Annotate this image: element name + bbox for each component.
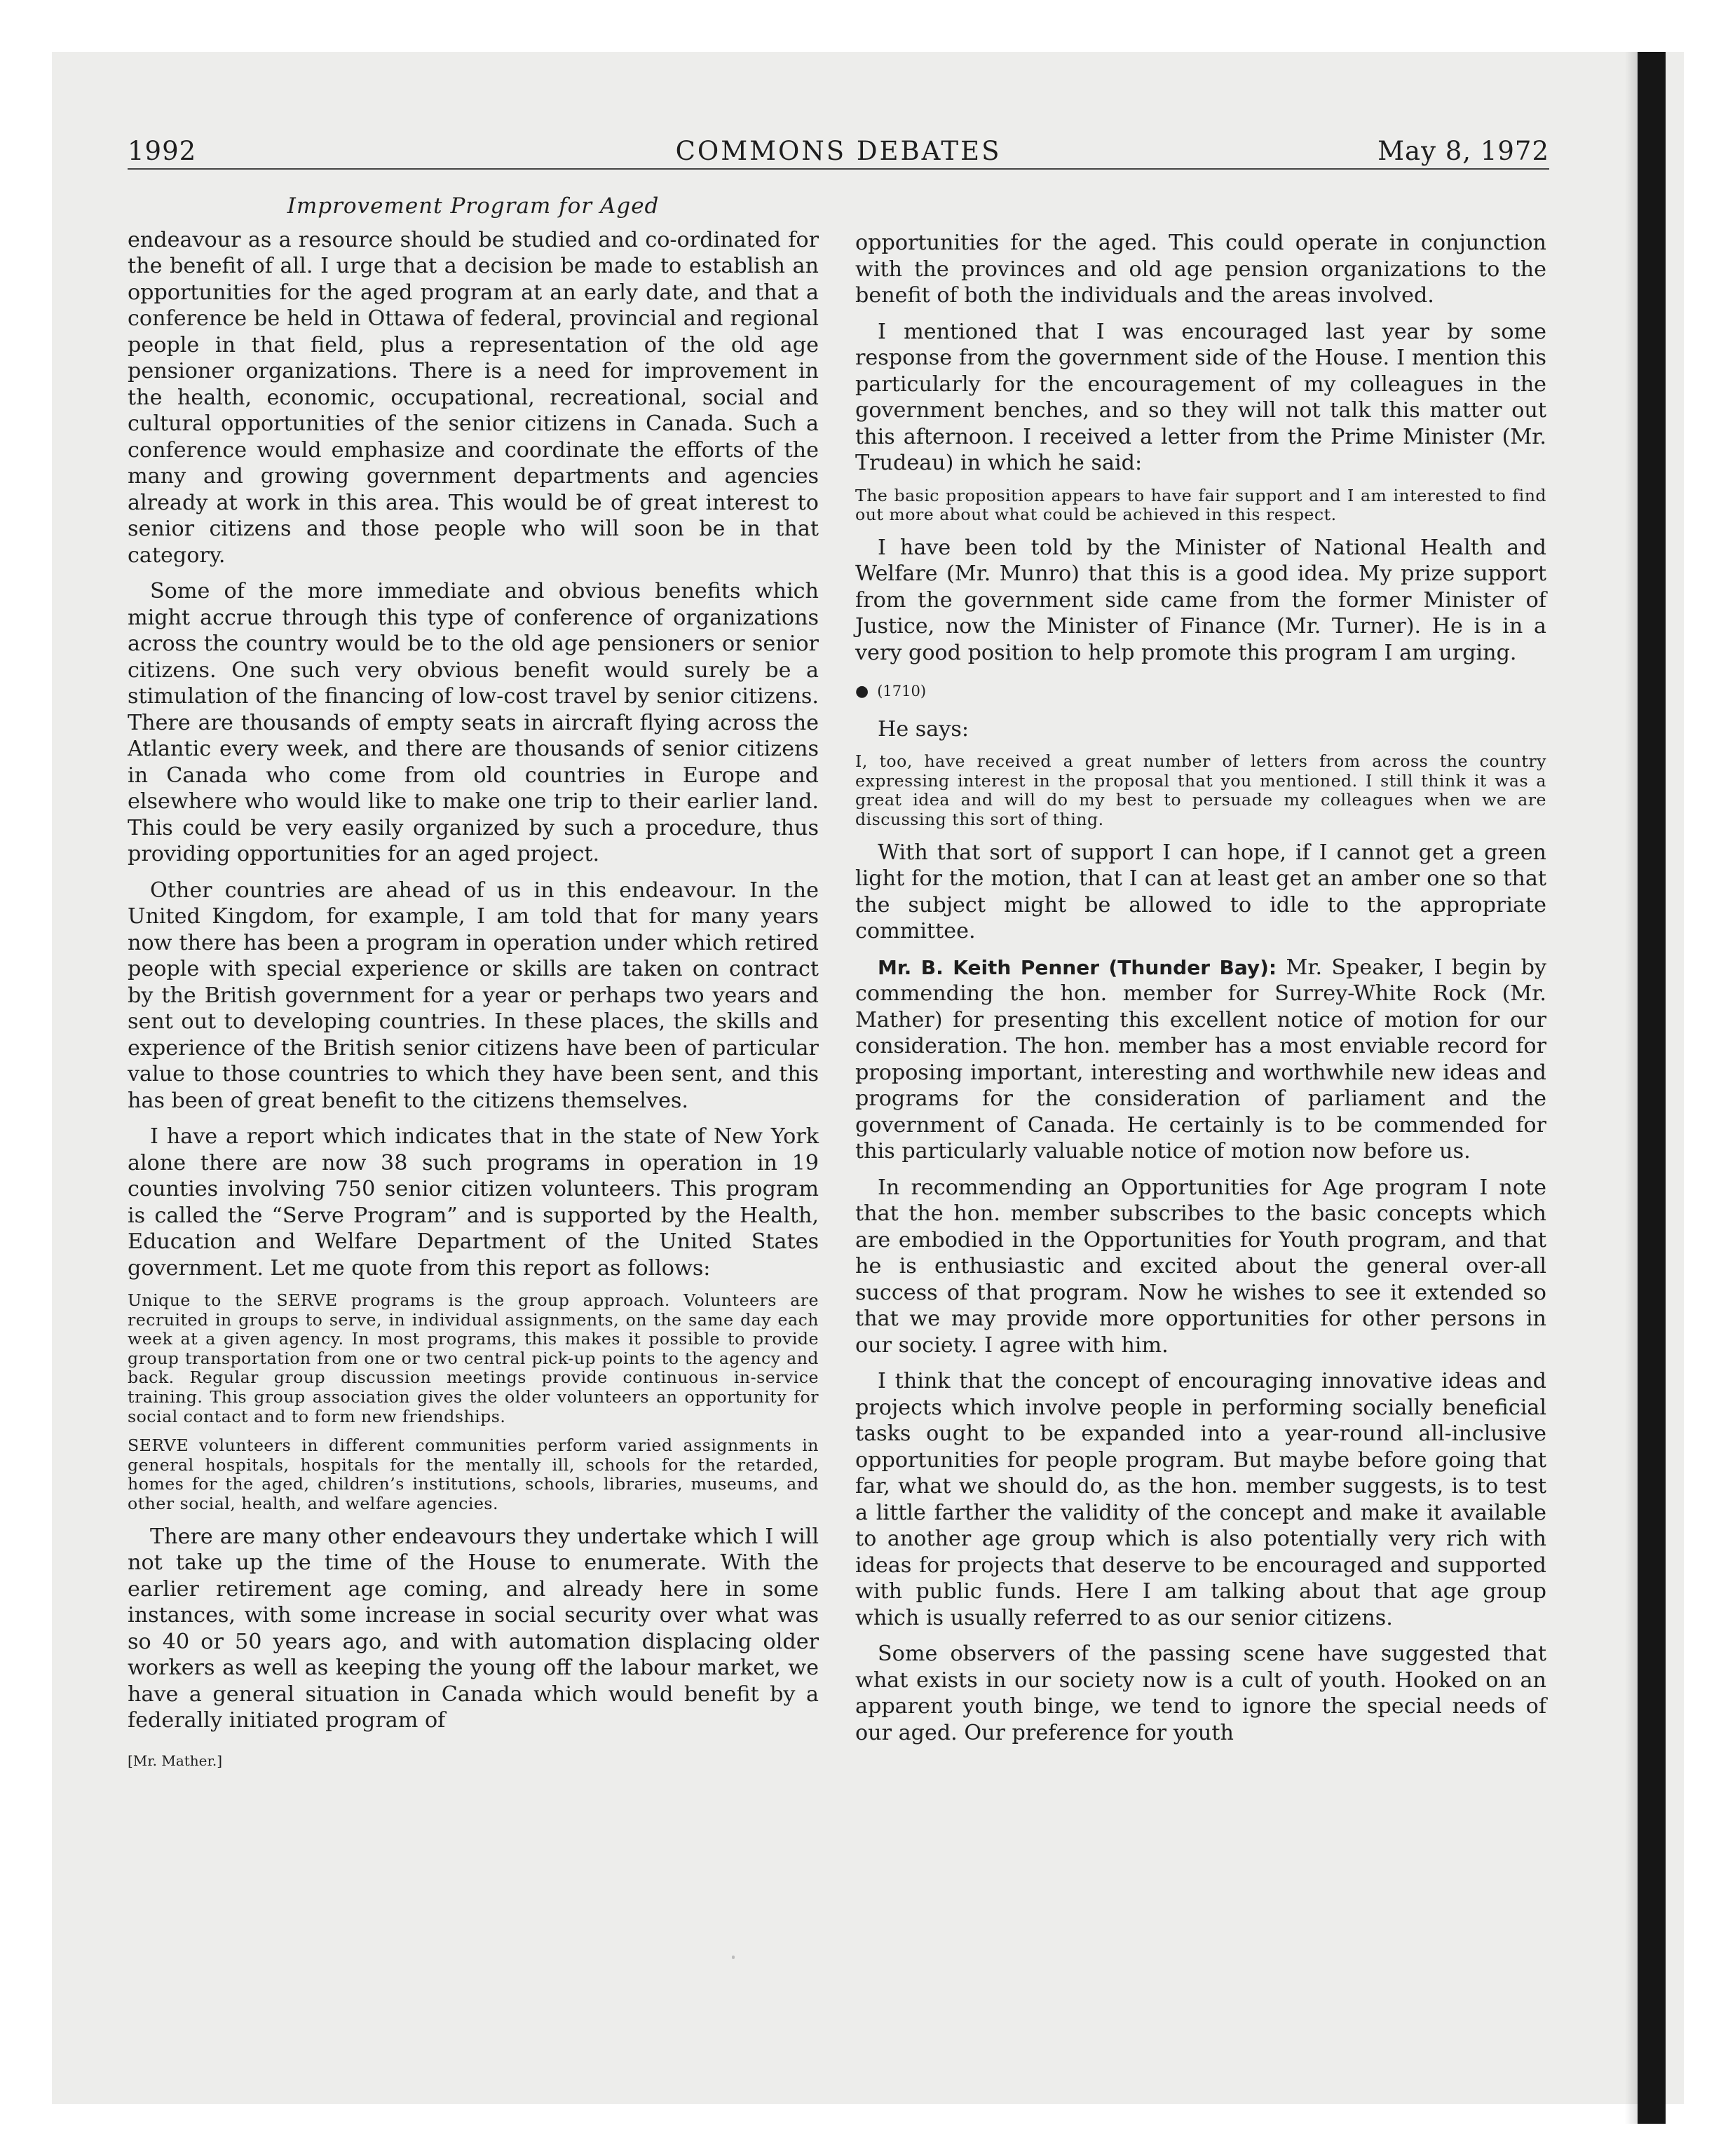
block-quote: SERVE volunteers in different communities perform varied assignments in general hospitals, hospitals for the mentally ill, schools for the retarded, homes for the aged, children’s institutions, schools, libraries, museums, and other social, health, and welfare agencies. xyxy=(128,1435,819,1513)
paragraph: He says: xyxy=(878,716,969,742)
paragraph: I have a report which indicates that in the state of New York alone there are now 38 such programs in operation in 19 counties involving 750 senior citizen volunteers. This program is called the “Serve Program” and is supported by the Health, Education and Welfare Department of the United States government. Let me quote from this report as follows: xyxy=(128,1124,819,1281)
paragraph: endeavour as a resource should be studied and co-ordinated for the benefit of all. I urge that a decision be made to establish an opportunities for the aged program at an early date, and that a conference be held in Ottawa of federal, provincial and regional people in that field, plus a representation of the old age pensioner organizations. There is a need for improvement in the health, economic, occupational, recreational, social and cultural opportunities of the senior citizens in Canada. Such a conference would emphasize and coordinate the efforts of the many and growing government departments and agencies already at work in this area. This would be of great interest to senior citizens and those people who will soon be in that category. xyxy=(128,227,819,568)
left-column xyxy=(128,193,819,1774)
paragraph: Some of the more immediate and obvious benefits which might accrue through this type of conference of organizations across the country would be to the old age pensioners or senior citizens. One such very obvious benefit would surely be a stimulation of the financing of low-cost travel by senior citizens. There are thousands of empty seats in aircraft flying across the Atlantic every week, and there are thousands of senior citizens in Canada who come from old countries in Europe and elsewhere who would like to make one trip to their earlier land. This could be very easily organized by such a procedure, thus providing opportunities for an aged project. xyxy=(128,579,819,866)
block-quote: The basic proposition appears to have fair support and I am interested to find out more about what could be achieved in this respect. xyxy=(855,485,1546,525)
speaker-paragraph xyxy=(855,955,1546,1165)
block-quote: Unique to the SERVE programs is the group approach. Volunteers are recruited in groups to serve, in individual assignments, on the same day each week at a given agency. In most programs, this makes it possible to provide group transportation from one or two central pick-up points to the agency and back. Regular group discussion meetings provide continuous in-service training. This group association gives the older volunteers an opportunity for social contact and to form new friendships. xyxy=(128,1290,819,1426)
paragraph: In recommending an Opportunities for Age program I note that the hon. member subscribes to the basic concepts which are embodied in the Opportunities for Youth program, and that he is enthusiastic and excited about the general over-all success of that program. Now he wishes to see it extended so that we may provide more opportunities for other persons in our society. I agree with him. xyxy=(855,1175,1546,1358)
time-stamp-text: (1710) xyxy=(877,683,927,700)
scan-speck xyxy=(732,1956,735,1959)
section-rubric: Improvement Program for Aged xyxy=(287,193,660,219)
paragraph: There are many other endeavours they undertake which I will not take up the time of the House to enumerate. With the earlier retirement age coming, and already here in some instances, with some increase in social security over what was so 40 or 50 years ago, and with automation displacing older workers as well as keeping the young off the labour market, we have a general situation in Canada which would benefit by a federally initiated program of xyxy=(128,1524,819,1733)
paragraph: I have been told by the Minister of National Health and Welfare (Mr. Munro) that this is a good idea. My prize support from the government side came from the former Minister of Justice, now the Minister of Finance (Mr. Turner). He is in a very good position to help promote this program I am urging. xyxy=(855,535,1546,665)
paragraph: Some observers of the passing scene have suggested that what exists in our society now is a cult of youth. Hooked on an apparent youth binge, we tend to ignore the special needs of our aged. Our preference for youth xyxy=(855,1642,1546,1745)
journal-title: COMMONS DEBATES xyxy=(675,136,1002,166)
paragraph: With that sort of support I can hope, if I cannot get a green light for the motion, that I can at least get an amber one so that the subject might be allowed to idle to the appropriate committee. xyxy=(855,840,1546,944)
binding-shadow xyxy=(1625,52,1638,2124)
right-column xyxy=(855,230,1546,1756)
paragraph: opportunities for the aged. This could operate in conjunction with the provinces and old age pension organizations to the benefit of both the individuals and the areas involved. xyxy=(855,231,1546,308)
bullet-icon: ● xyxy=(855,683,869,701)
time-stamp xyxy=(855,678,1546,705)
block-quote: I, too, have received a great number of letters from across the country expressing interest in the proposal that you mentioned. I still think it was a great idea and will do my best to persuade my colleagues when we are discussing this sort of thing. xyxy=(855,751,1546,829)
page-number: 1992 xyxy=(128,136,197,166)
running-head xyxy=(128,132,1549,170)
paragraph: I mentioned that I was encouraged last year by some response from the government side of the House. I mention this particularly for the encouragement of my colleagues in the government benches, and so they will not talk this matter out this afternoon. I received a letter from the Prime Minister (Mr. Trudeau) in which he said: xyxy=(855,319,1546,475)
paragraph: Other countries are ahead of us in this endeavour. In the United Kingdom, for example, I am told that for many years now there has been a program in operation under which retired people with special experience or skills are taken on contract by the British government for a year or perhaps two years and sent out to developing countries. In these places, the skills and experience of the British senior citizens have been of particular value to those countries to which they have been sent, and this has been of great benefit to the citizens themselves. xyxy=(128,878,819,1113)
binding-edge xyxy=(1638,52,1666,2124)
speaker-name: Mr. B. Keith Penner (Thunder Bay): xyxy=(878,955,1277,979)
speaker-paragraph-text: Mr. Speaker, I begin by commending the hon. member for Surrey-White Rock (Mr. Mather) for presenting this excellent notice of motion for our consideration. The hon. member has a most enviable record for proposing important, interesting and worthwhile new ideas and programs for the consideration of parliament and the government of Canada. He certainly is to be commended for this particularly valuable notice of motion now before us. xyxy=(855,955,1546,1164)
paragraph: I think that the concept of encouraging innovative ideas and projects which involve people in performing socially beneficial tasks ought to be expanded into a year-round all-inclusive opportunities for people program. But maybe before going that far, what we should do, as the hon. member suggests, is to test a little farther the validity of the concept and make it available to another age group which is also potentially very rich with ideas for projects that deserve to be encouraged and supported with public funds. Here I am talking about that age group which is usually referred to as our senior citizens. xyxy=(855,1369,1546,1630)
speaker-attribution: [Mr. Mather.] xyxy=(128,1752,223,1769)
page-date: May 8, 1972 xyxy=(1377,136,1549,166)
